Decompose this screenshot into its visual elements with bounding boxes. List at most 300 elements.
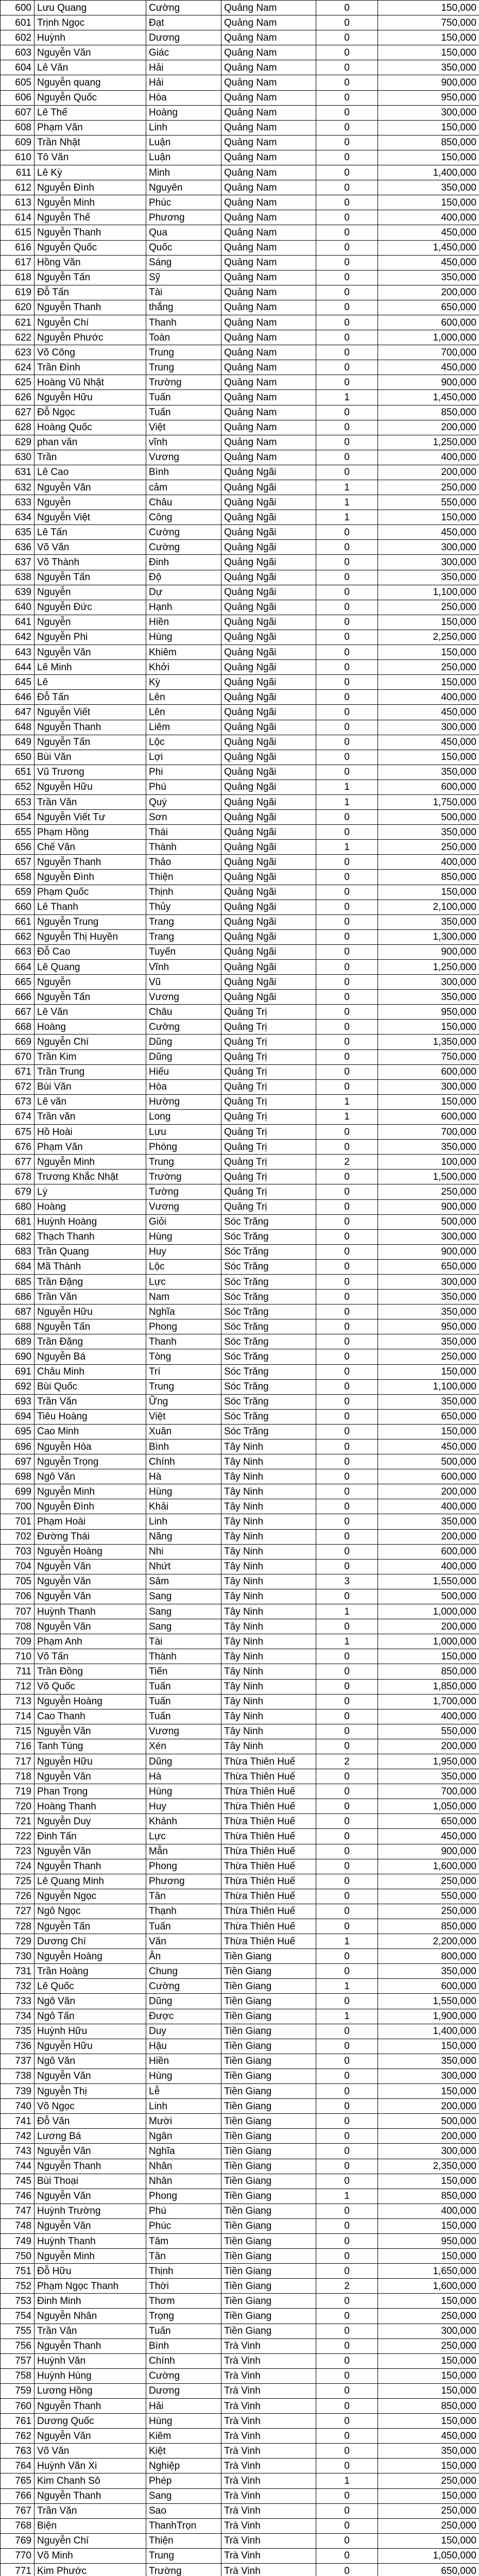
amount-cell: 300,000 xyxy=(378,105,479,120)
amount-cell: 200,000 xyxy=(378,285,479,300)
amount-cell: 150,000 xyxy=(378,2218,479,2233)
province-cell: Tiền Giang xyxy=(221,2218,316,2233)
table-row xyxy=(1,885,479,900)
surname-cell: Nguyễn Thanh xyxy=(35,2488,146,2503)
province-cell: Quảng Ngãi xyxy=(221,825,316,840)
surname-cell: Nguyễn Nhân xyxy=(35,2309,146,2324)
count-cell: 0 xyxy=(316,929,378,944)
table-row xyxy=(1,779,479,794)
amount-cell: 250,000 xyxy=(378,1874,479,1889)
row-number-cell: 623 xyxy=(1,345,35,360)
amount-cell: 1,750,000 xyxy=(378,794,479,809)
given-name-cell: Luận xyxy=(146,150,221,165)
table-row xyxy=(1,1214,479,1229)
surname-cell: Võ Văn xyxy=(35,2444,146,2459)
surname-cell: Ngô Tấn xyxy=(35,2009,146,2024)
count-cell: 1 xyxy=(316,1634,378,1649)
table-row xyxy=(1,1424,479,1439)
amount-cell: 850,000 xyxy=(378,135,479,150)
row-number-cell: 637 xyxy=(1,555,35,570)
province-cell: Sóc Trăng xyxy=(221,1409,316,1424)
table-row xyxy=(1,570,479,585)
amount-cell: 150,000 xyxy=(378,1364,479,1379)
given-name-cell: Châu xyxy=(146,1005,221,1020)
row-number-cell: 738 xyxy=(1,2069,35,2083)
count-cell: 1 xyxy=(316,510,378,525)
amount-cell: 1,250,000 xyxy=(378,960,479,975)
count-cell: 0 xyxy=(316,375,378,390)
province-cell: Quảng Ngãi xyxy=(221,675,316,690)
row-number-cell: 630 xyxy=(1,450,35,465)
table-row xyxy=(1,1,479,15)
surname-cell: Nguyễn xyxy=(35,975,146,990)
row-number-cell: 731 xyxy=(1,1964,35,1979)
row-number-cell: 740 xyxy=(1,2099,35,2114)
amount-cell: 900,000 xyxy=(378,375,479,390)
amount-cell: 200,000 xyxy=(378,2099,479,2114)
surname-cell: Lê Cao xyxy=(35,465,146,480)
count-cell: 0 xyxy=(316,615,378,630)
province-cell: Quảng Ngãi xyxy=(221,855,316,870)
province-cell: Sóc Trăng xyxy=(221,1290,316,1304)
table-row xyxy=(1,45,479,60)
surname-cell: Nguyễn Quốc xyxy=(35,240,146,255)
province-cell: Quảng Ngãi xyxy=(221,990,316,1005)
count-cell: 0 xyxy=(316,2174,378,2189)
given-name-cell: Trung xyxy=(146,360,221,375)
count-cell: 0 xyxy=(316,975,378,990)
row-number-cell: 757 xyxy=(1,2353,35,2368)
given-name-cell: Thịnh xyxy=(146,885,221,900)
amount-cell: 850,000 xyxy=(378,405,479,420)
surname-cell: Trần Đồng xyxy=(35,1664,146,1679)
province-cell: Quảng Trị xyxy=(221,1125,316,1140)
row-number-cell: 759 xyxy=(1,2383,35,2398)
given-name-cell: Bình xyxy=(146,1439,221,1454)
count-cell: 0 xyxy=(316,2414,378,2429)
row-number-cell: 659 xyxy=(1,885,35,900)
row-number-cell: 686 xyxy=(1,1290,35,1304)
count-cell: 0 xyxy=(316,1799,378,1814)
row-number-cell: 610 xyxy=(1,150,35,165)
row-number-cell: 654 xyxy=(1,810,35,825)
province-cell: Quảng Ngãi xyxy=(221,465,316,480)
table-row xyxy=(1,1064,479,1079)
amount-cell: 150,000 xyxy=(378,2459,479,2473)
province-cell: Thừa Thiên Huế xyxy=(221,1874,316,1889)
amount-cell: 1,550,000 xyxy=(378,1574,479,1589)
surname-cell: Lương Hồng xyxy=(35,2383,146,2398)
amount-cell: 350,000 xyxy=(378,914,479,929)
province-cell: Quảng Trị xyxy=(221,1064,316,1079)
table-row xyxy=(1,720,479,735)
amount-cell: 400,000 xyxy=(378,855,479,870)
given-name-cell: Tuấn xyxy=(146,405,221,420)
table-row xyxy=(1,2264,479,2279)
table-row xyxy=(1,1814,479,1829)
given-name-cell: Tài xyxy=(146,285,221,300)
surname-cell: Ngô Ngọc xyxy=(35,1904,146,1919)
amount-cell: 500,000 xyxy=(378,2114,479,2129)
surname-cell: Nguyễn Thanh xyxy=(35,1859,146,1874)
given-name-cell: Nhứt xyxy=(146,1559,221,1574)
given-name-cell: Sang xyxy=(146,1604,221,1619)
given-name-cell: Tuấn xyxy=(146,390,221,405)
count-cell: 0 xyxy=(316,2233,378,2248)
surname-cell: Nguyễn Văn xyxy=(35,480,146,495)
amount-cell: 650,000 xyxy=(378,2564,479,2576)
table-row xyxy=(1,2383,479,2398)
surname-cell: Nguyễn Thị Huyền xyxy=(35,929,146,944)
amount-cell: 350,000 xyxy=(378,2054,479,2069)
province-cell: Sóc Trăng xyxy=(221,1349,316,1364)
table-row xyxy=(1,225,479,240)
table-row xyxy=(1,690,479,705)
count-cell: 0 xyxy=(316,1394,378,1409)
given-name-cell: Khởi xyxy=(146,660,221,675)
table-row xyxy=(1,2399,479,2414)
amount-cell: 900,000 xyxy=(378,1199,479,1214)
count-cell: 1 xyxy=(316,1604,378,1619)
table-row xyxy=(1,285,479,300)
amount-cell: 150,000 xyxy=(378,195,479,210)
count-cell: 0 xyxy=(316,1334,378,1349)
count-cell: 1 xyxy=(316,390,378,405)
row-number-cell: 748 xyxy=(1,2218,35,2233)
count-cell: 0 xyxy=(316,1964,378,1979)
given-name-cell: Nghĩa xyxy=(146,2144,221,2159)
amount-cell: 150,000 xyxy=(378,30,479,45)
row-number-cell: 650 xyxy=(1,750,35,765)
province-cell: Quảng Trị xyxy=(221,1079,316,1094)
amount-cell: 950,000 xyxy=(378,90,479,105)
count-cell: 0 xyxy=(316,1694,378,1709)
row-number-cell: 604 xyxy=(1,60,35,75)
surname-cell: Nguyễn Thanh xyxy=(35,855,146,870)
surname-cell: Nguyễn quang xyxy=(35,75,146,90)
table-row xyxy=(1,555,479,570)
count-cell: 0 xyxy=(316,1170,378,1184)
province-cell: Tiền Giang xyxy=(221,1949,316,1964)
row-number-cell: 673 xyxy=(1,1094,35,1109)
province-cell: Trà Vinh xyxy=(221,2548,316,2563)
surname-cell: Trần Văn xyxy=(35,1394,146,1409)
row-number-cell: 626 xyxy=(1,390,35,405)
given-name-cell: Phương xyxy=(146,210,221,225)
surname-cell: Nguyễn Thị xyxy=(35,2084,146,2099)
table-row xyxy=(1,2174,479,2189)
amount-cell: 350,000 xyxy=(378,825,479,840)
given-name-cell: Trọng xyxy=(146,2309,221,2324)
province-cell: Quảng Nam xyxy=(221,390,316,405)
surname-cell: Chế Văn xyxy=(35,840,146,855)
surname-cell: Hồ Hoài xyxy=(35,1125,146,1140)
surname-cell: Dương Chí xyxy=(35,1934,146,1949)
count-cell: 0 xyxy=(316,255,378,270)
amount-cell: 600,000 xyxy=(378,1109,479,1124)
award-table-body xyxy=(1,1,479,2576)
table-row xyxy=(1,1529,479,1544)
table-row xyxy=(1,375,479,390)
table-row xyxy=(1,870,479,885)
row-number-cell: 729 xyxy=(1,1934,35,1949)
count-cell: 0 xyxy=(316,30,378,45)
amount-cell: 450,000 xyxy=(378,1439,479,1454)
amount-cell: 600,000 xyxy=(378,1979,479,1994)
count-cell: 0 xyxy=(316,1439,378,1454)
province-cell: Quảng Trị xyxy=(221,1140,316,1155)
count-cell: 0 xyxy=(316,1244,378,1259)
amount-cell: 400,000 xyxy=(378,690,479,705)
amount-cell: 650,000 xyxy=(378,300,479,315)
table-row xyxy=(1,1964,479,1979)
province-cell: Quảng Ngãi xyxy=(221,735,316,750)
row-number-cell: 715 xyxy=(1,1724,35,1739)
province-cell: Quảng Nam xyxy=(221,300,316,315)
row-number-cell: 603 xyxy=(1,45,35,60)
given-name-cell: Dũng xyxy=(146,1049,221,1064)
table-row xyxy=(1,1559,479,1574)
count-cell: 0 xyxy=(316,135,378,150)
given-name-cell: Nhân xyxy=(146,2174,221,2189)
amount-cell: 1,600,000 xyxy=(378,2279,479,2294)
province-cell: Trà Vinh xyxy=(221,2564,316,2576)
amount-cell: 400,000 xyxy=(378,2204,479,2218)
count-cell: 0 xyxy=(316,315,378,330)
province-cell: Sóc Trăng xyxy=(221,1244,316,1259)
surname-cell: Nguyễn Thanh xyxy=(35,2338,146,2353)
amount-cell: 1,400,000 xyxy=(378,165,479,180)
table-row xyxy=(1,2353,479,2368)
given-name-cell: Khánh xyxy=(146,1814,221,1829)
province-cell: Sóc Trăng xyxy=(221,1304,316,1319)
row-number-cell: 681 xyxy=(1,1214,35,1229)
surname-cell: Nguyễn Minh xyxy=(35,2249,146,2264)
province-cell: Quảng Nam xyxy=(221,435,316,450)
province-cell: Quảng Ngãi xyxy=(221,570,316,585)
count-cell: 0 xyxy=(316,960,378,975)
given-name-cell: Hiền xyxy=(146,615,221,630)
count-cell: 0 xyxy=(316,585,378,600)
given-name-cell: Công xyxy=(146,510,221,525)
table-row xyxy=(1,1979,479,1994)
surname-cell: Nguyễn Hữu xyxy=(35,1754,146,1769)
province-cell: Trà Vinh xyxy=(221,2473,316,2488)
province-cell: Tây Ninh xyxy=(221,1484,316,1499)
table-row xyxy=(1,840,479,855)
given-name-cell: Tâm xyxy=(146,2233,221,2248)
count-cell: 0 xyxy=(316,150,378,165)
row-number-cell: 648 xyxy=(1,720,35,735)
given-name-cell: Lộc xyxy=(146,1259,221,1274)
surname-cell: Nguyễn Hữu xyxy=(35,779,146,794)
surname-cell: Nguyễn Việt xyxy=(35,510,146,525)
count-cell: 0 xyxy=(316,870,378,885)
province-cell: Quảng Ngãi xyxy=(221,720,316,735)
given-name-cell: Vũ xyxy=(146,975,221,990)
row-number-cell: 670 xyxy=(1,1049,35,1064)
count-cell: 0 xyxy=(316,690,378,705)
table-row xyxy=(1,1904,479,1919)
surname-cell: Nguyễn Thanh xyxy=(35,2159,146,2174)
given-name-cell: Hà xyxy=(146,1769,221,1784)
amount-cell: 200,000 xyxy=(378,1529,479,1544)
amount-cell: 1,500,000 xyxy=(378,1170,479,1184)
province-cell: Tiền Giang xyxy=(221,2024,316,2039)
province-cell: Quảng Nam xyxy=(221,45,316,60)
table-row xyxy=(1,794,479,809)
surname-cell: Châu Minh xyxy=(35,1364,146,1379)
given-name-cell: Đạt xyxy=(146,15,221,30)
surname-cell: Biện xyxy=(35,2518,146,2533)
amount-cell: 600,000 xyxy=(378,779,479,794)
table-row xyxy=(1,2473,479,2488)
province-cell: Quảng Trị xyxy=(221,1109,316,1124)
count-cell: 0 xyxy=(316,240,378,255)
surname-cell: Hoàng Thanh xyxy=(35,1799,146,1814)
amount-cell: 1,250,000 xyxy=(378,435,479,450)
amount-cell: 950,000 xyxy=(378,2233,479,2248)
amount-cell: 850,000 xyxy=(378,1664,479,1679)
row-number-cell: 710 xyxy=(1,1649,35,1664)
province-cell: Tiền Giang xyxy=(221,2233,316,2248)
table-row xyxy=(1,495,479,510)
province-cell: Quảng Nam xyxy=(221,90,316,105)
count-cell: 0 xyxy=(316,2488,378,2503)
count-cell: 0 xyxy=(316,2069,378,2083)
row-number-cell: 720 xyxy=(1,1799,35,1814)
province-cell: Tiền Giang xyxy=(221,2009,316,2024)
table-row xyxy=(1,1199,479,1214)
table-row xyxy=(1,1469,479,1484)
province-cell: Quảng Nam xyxy=(221,135,316,150)
given-name-cell: Thành xyxy=(146,1649,221,1664)
row-number-cell: 706 xyxy=(1,1589,35,1604)
given-name-cell: Nhi xyxy=(146,1544,221,1559)
given-name-cell: Hạnh xyxy=(146,600,221,615)
surname-cell: Nguyễn Văn xyxy=(35,1589,146,1604)
given-name-cell: Châu xyxy=(146,495,221,510)
row-number-cell: 705 xyxy=(1,1574,35,1589)
count-cell: 0 xyxy=(316,2548,378,2563)
province-cell: Tây Ninh xyxy=(221,1454,316,1469)
row-number-cell: 697 xyxy=(1,1454,35,1469)
province-cell: Quảng Ngãi xyxy=(221,705,316,720)
table-row xyxy=(1,1290,479,1304)
count-cell: 0 xyxy=(316,2144,378,2159)
province-cell: Quảng Nam xyxy=(221,255,316,270)
table-row xyxy=(1,1454,479,1469)
province-cell: Quảng Ngãi xyxy=(221,765,316,779)
given-name-cell: Lễ xyxy=(146,2084,221,2099)
row-number-cell: 672 xyxy=(1,1079,35,1094)
table-row xyxy=(1,2159,479,2174)
surname-cell: Thạch Thanh xyxy=(35,1229,146,1244)
province-cell: Trà Vinh xyxy=(221,2353,316,2368)
province-cell: Tây Ninh xyxy=(221,1739,316,1754)
surname-cell: Phạm Anh xyxy=(35,1634,146,1649)
row-number-cell: 641 xyxy=(1,615,35,630)
given-name-cell: Chung xyxy=(146,1964,221,1979)
table-row xyxy=(1,1274,479,1289)
count-cell: 0 xyxy=(316,105,378,120)
amount-cell: 1,100,000 xyxy=(378,585,479,600)
table-row xyxy=(1,1949,479,1964)
row-number-cell: 765 xyxy=(1,2473,35,2488)
row-number-cell: 612 xyxy=(1,180,35,195)
amount-cell: 150,000 xyxy=(378,645,479,660)
row-number-cell: 758 xyxy=(1,2368,35,2383)
province-cell: Trà Vinh xyxy=(221,2429,316,2444)
row-number-cell: 645 xyxy=(1,675,35,690)
surname-cell: Trần Đình xyxy=(35,360,146,375)
given-name-cell: vĩnh xyxy=(146,435,221,450)
amount-cell: 400,000 xyxy=(378,210,479,225)
table-row xyxy=(1,1334,479,1349)
given-name-cell: Thiện xyxy=(146,2533,221,2548)
given-name-cell: Bình xyxy=(146,465,221,480)
row-number-cell: 631 xyxy=(1,465,35,480)
count-cell: 0 xyxy=(316,720,378,735)
amount-cell: 300,000 xyxy=(378,975,479,990)
table-row xyxy=(1,1049,479,1064)
count-cell: 0 xyxy=(316,825,378,840)
row-number-cell: 680 xyxy=(1,1199,35,1214)
row-number-cell: 605 xyxy=(1,75,35,90)
surname-cell: Tanh Tùng xyxy=(35,1739,146,1754)
table-row xyxy=(1,1244,479,1259)
count-cell: 0 xyxy=(316,2353,378,2368)
given-name-cell: ThanhTrọn xyxy=(146,2518,221,2533)
row-number-cell: 657 xyxy=(1,855,35,870)
surname-cell: Nguyễn Tấn xyxy=(35,990,146,1005)
table-row xyxy=(1,2114,479,2129)
table-row xyxy=(1,2548,479,2563)
count-cell: 1 xyxy=(316,2473,378,2488)
table-row xyxy=(1,2429,479,2444)
given-name-cell: Nguyên xyxy=(146,180,221,195)
table-row xyxy=(1,1379,479,1394)
province-cell: Tây Ninh xyxy=(221,1634,316,1649)
surname-cell: Trần Văn xyxy=(35,1290,146,1304)
table-row xyxy=(1,120,479,135)
surname-cell: Nguyễn Văn xyxy=(35,1844,146,1859)
count-cell: 1 xyxy=(316,1934,378,1949)
count-cell: 0 xyxy=(316,180,378,195)
count-cell: 0 xyxy=(316,2264,378,2279)
table-row xyxy=(1,1829,479,1844)
given-name-cell: Dương xyxy=(146,2383,221,2398)
table-row xyxy=(1,1574,479,1589)
province-cell: Tây Ninh xyxy=(221,1679,316,1694)
province-cell: Tây Ninh xyxy=(221,1439,316,1454)
given-name-cell: Tuấn xyxy=(146,2324,221,2338)
count-cell: 0 xyxy=(316,270,378,285)
count-cell: 0 xyxy=(316,75,378,90)
surname-cell: Nguyễn Tấn xyxy=(35,570,146,585)
amount-cell: 750,000 xyxy=(378,15,479,30)
surname-cell: Trần Kim xyxy=(35,1049,146,1064)
table-row xyxy=(1,1094,479,1109)
row-number-cell: 682 xyxy=(1,1229,35,1244)
count-cell: 0 xyxy=(316,1290,378,1304)
count-cell: 0 xyxy=(316,90,378,105)
given-name-cell: Vương xyxy=(146,1724,221,1739)
surname-cell: Lê Văn xyxy=(35,1005,146,1020)
amount-cell: 600,000 xyxy=(378,1064,479,1079)
count-cell: 0 xyxy=(316,1514,378,1529)
count-cell: 0 xyxy=(316,2129,378,2144)
